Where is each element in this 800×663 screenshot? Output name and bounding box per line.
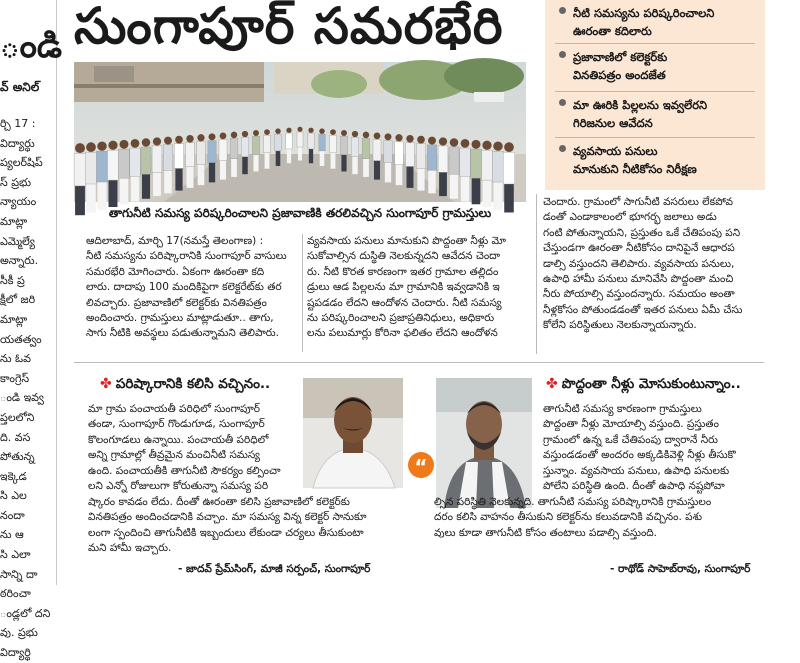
text-line: డ్రులు ఆడ పిల్లలను మా గ్రామానికి ఇవ్వడానికి ఇ — [307, 281, 500, 294]
page-headline: సుంగాపూర్ సమరభేరి — [74, 0, 504, 55]
text-line: వులు కూడా తాగునీటి కోసం తంటాలు పడాల్సి వస్తుంది. — [434, 526, 658, 539]
villager-figure — [264, 129, 271, 168]
text-line: నీళ్లకోసం పోతుండడంతో ఇతర పనులు ఏమీ చేసు — [543, 303, 743, 316]
villager-figure — [119, 140, 130, 204]
article-column-3 — [543, 195, 765, 355]
text-line: పోలేని పరిస్థితి ఉంది. దీంతో ఉపాధి నష్టపోవా — [543, 480, 725, 493]
villager-figure — [208, 133, 216, 182]
highlight-divider — [555, 43, 755, 44]
villager-figure — [362, 132, 370, 177]
left-text-line: ఇక్కెడ — [0, 469, 27, 483]
villager-figure — [230, 132, 238, 177]
left-text-line: ను ఆ — [0, 528, 24, 542]
text-line: చేస్తుండగా ఊరంతా నీటికోసం దానిపైనే ఆధారప — [543, 242, 735, 255]
portrait-photo-2 — [436, 378, 532, 508]
villager-figure — [438, 137, 448, 196]
villager-figure — [482, 141, 493, 207]
text-line: ఉంది. పంచాయతీకి తాగునీటి సౌకర్యం కల్పించా — [88, 464, 281, 477]
bullet-icon — [559, 99, 566, 106]
text-line: దరం కలిసి వాహనం తీసుకుని కలెక్టర్‌ను కలువడానికి వచ్చినం. పశు — [434, 511, 702, 524]
left-cut-column — [0, 0, 63, 660]
highlight-divider — [555, 137, 755, 138]
highlight-item — [559, 4, 714, 40]
left-text-line: సి ఎలా — [0, 548, 31, 562]
left-text-line: స్ ప్రభు — [0, 175, 32, 189]
text-line: సుకోవాల్సిన దుస్థితి నెలకున్నదని ఆవేదన చెందా — [307, 250, 501, 263]
text-line: లారు. దాదాపు 100 మందికిపైగా కలెక్టరేట్‌కు తర — [86, 281, 282, 294]
text-line: ఆదిలాబాద్, మార్చి 17(నమస్తే తెలంగాణ) : — [86, 235, 264, 247]
villager-figure — [174, 136, 183, 191]
section-right-signature: - రాథోడ్ సాహెబ్‌రావు, సుంగాపూర్ — [610, 563, 751, 575]
text-line: కోలేని పరిస్థితులు నెలకున్నాయన్నారు. — [543, 319, 697, 332]
left-text-line: వు. ప్రభు — [0, 626, 38, 640]
text-line: నీరు పోయాల్సి వస్తుందన్నారు. సమయం అంతా — [543, 288, 735, 301]
section-left-signature: - జాదవ్ ప్రేమ్‌సింగ్, మాజీ సర్పంచ్, సుంగాపూర్ — [178, 563, 371, 575]
highlight-item — [559, 96, 707, 132]
column-divider — [536, 194, 537, 354]
text-line: రు. నీటి కొరత కారణంగా ఇతర గ్రామాల తల్లిదం — [307, 265, 499, 278]
text-line: సాగు నీటికి అవస్థలు పడుతున్నామని తెలిపారు. — [86, 327, 279, 340]
article-column-2 — [307, 234, 531, 354]
left-text-line: ండ్లలో దని — [0, 606, 51, 620]
text-line: వస్తుండడంతో అందరం అక్కడికివెళ్లి నీళ్లు తీసుకొ — [543, 449, 736, 462]
left-text-line: సీకీ ప్ర — [0, 273, 25, 287]
left-text-line: ది. వస — [0, 430, 31, 444]
left-text-line: క్షీలో జరి — [0, 293, 36, 307]
villager-figure — [460, 139, 470, 202]
villager-figure — [395, 134, 404, 185]
villager-figure — [130, 139, 140, 202]
bullet-icon — [559, 145, 566, 152]
bullet-icon — [559, 51, 566, 58]
text-line: ఉపాధి హామీ పనులు మానివేసి పొద్దంతా మంచి — [543, 273, 734, 286]
text-line: లివచ్చారు. ప్రజావాణిలో కలెక్టర్‌కు వినతిపత్రం — [86, 296, 267, 309]
left-text-line: ండి ఇవ్వ — [0, 391, 44, 405]
text-line: వ్యవసాయ పనులు మానుకుని పొద్దంతా నీళ్లు మో — [307, 235, 507, 247]
portrait-photo-1 — [303, 378, 403, 488]
text-line: నీటి సమస్యను పరిష్కారానికి సుంగాపూర్ వాసులు — [86, 250, 287, 263]
highlight-line: వినతిపత్రం అందజేత — [573, 68, 666, 82]
text-line: డంతో ఎండాకాలంలో భూగర్భ జలాలు అడు — [543, 211, 717, 224]
left-byline: వ్ అనిల్ — [0, 80, 40, 94]
left-text-line: మాట్లా — [0, 312, 28, 326]
text-line: ష్టపడడం లేదని ఆందోళన చెందారు. నీటి సమస్య — [307, 296, 502, 309]
left-text-line: కాంగ్రెస్ — [0, 371, 30, 385]
text-line: స్తున్నాం. వ్యవసాయ పనులు, ఉపాధి పనులకు — [543, 464, 730, 477]
highlights-box — [545, 0, 765, 190]
villager-figure — [492, 141, 503, 209]
highlight-line: గిరిజనుల ఆవేదన — [573, 116, 653, 130]
text-line: లను పలుమార్లు కోరినా ఫలితం లేదని ఆందోళన — [307, 327, 498, 340]
villager-figure — [340, 130, 347, 171]
section-left-text-bottom — [88, 495, 398, 561]
villager-figure — [197, 134, 206, 185]
left-text-line: ప్యలర్‌షిప్ — [0, 156, 43, 170]
section-right-text-bottom — [434, 495, 766, 545]
text-line: ల్సిన పరిస్థితి నెలకున్నది. తాగునీటి సమస్య పరిష్కారానికి గ్రామస్తులం — [434, 496, 712, 508]
highlight-line: వ్యవసాయ పనులు — [573, 144, 658, 158]
text-line: తాగునీటి సమస్య కారణంగా గ్రామస్తులు — [543, 403, 702, 415]
villager-figure — [186, 135, 195, 188]
main-photo — [74, 62, 526, 202]
villager-figure — [152, 137, 162, 196]
highlight-divider — [555, 91, 755, 92]
left-headline: ండి — [0, 26, 63, 66]
villager-figure — [384, 133, 392, 182]
left-text-line: ప్తలలోని — [0, 410, 35, 424]
text-line: కొలంగూడలు ఉన్నాయి. పంచాయతీ పరిధిలో — [88, 433, 269, 446]
villager-figure — [503, 142, 515, 212]
text-line: అందించారు. గ్రామస్తులు మాట్లాడుతూ.. తాగు, — [86, 312, 274, 325]
villager-figure — [449, 138, 459, 199]
text-line: చెందారు. గ్రామంలో సాగునీటి వసరులు లేకపోవ — [543, 196, 733, 208]
left-text-line: విద్యార్థి — [0, 646, 31, 660]
highlight-line: ప్రజావాణిలో కలెక్టర్‌కు — [573, 50, 668, 64]
highlight-line: ఊరంతా కదిలారు — [573, 24, 652, 38]
section-right-title: ✤ పొద్దంతా నీళ్లు మోసుకుంటున్నాం.. — [546, 376, 741, 392]
left-text-lines — [0, 114, 50, 663]
text-line: గంటి పోతున్నాయని, ప్రస్తుతం ఒకే చేతిపంపు పని — [543, 226, 741, 239]
villager-figure — [108, 141, 119, 207]
column-divider — [302, 234, 303, 352]
text-line: మని హామీ ఇచ్చారు. — [88, 542, 172, 555]
section-left-text-top — [88, 402, 300, 498]
text-line: పొద్దంతా నీళ్లు మోయాల్సి వస్తుంది. ప్రస్తుతం — [543, 418, 719, 431]
text-line: ను పరిష్కరించాలని ప్రజాప్రతినిధులు, అధికారు — [307, 312, 495, 325]
highlight-item — [559, 48, 667, 84]
villager-figure — [74, 143, 86, 215]
left-text-line: సి ఎల — [0, 489, 27, 503]
article-column-1 — [86, 234, 298, 354]
text-line: గ్రామంలో ఉన్న ఒకే చేతిపంపు ద్వారానే నీరు — [543, 433, 718, 446]
villager-figure — [96, 141, 107, 209]
text-line: వినతిపత్రం అందించడానికి వచ్చాం. మా సమస్య విన్న కలెక్టర్ సానుకూ — [88, 511, 367, 524]
left-text-line: నందా — [0, 508, 25, 522]
section-divider — [74, 362, 764, 363]
text-line: తండా, సుంగాపూర్ గొండుగూడ, సుంగాపూర్ — [88, 418, 265, 431]
villager-figure — [141, 138, 151, 199]
villager-figure — [416, 136, 425, 191]
highlight-line: మా ఊరికి పిల్లలను ఇవ్వలేరని — [573, 98, 708, 112]
left-text-line: ఠరించా — [0, 587, 31, 601]
photo-caption: తాగునీటి సమస్య పరిష్కరించాలని ప్రజావాణికి తరలివచ్చిన సుంగాపూర్ గ్రామస్తులు — [108, 206, 492, 220]
star-icon: ✤ — [546, 376, 558, 392]
villager-figure — [219, 132, 227, 179]
text-line: లంగా స్పందించి తాగునీటికి ఇబ్బందులు లేకుండా చర్యలు తీసుకుంటా — [88, 526, 364, 539]
section-left-title: ✤ పరిష్కారానికి కలిసి వచ్చినం.. — [100, 376, 271, 392]
left-text-line: పోతున్న — [0, 450, 35, 464]
left-text-line: అన్నారు. — [0, 254, 39, 268]
villager-figure — [252, 130, 259, 171]
text-line: డాల్సి వస్తుందని తెలిపారు. వ్యవసాయ పనులు, — [543, 257, 735, 270]
left-text-line: మాట్లా — [0, 214, 28, 228]
quote-icon: “ — [408, 452, 434, 478]
villager-figure — [471, 140, 482, 204]
left-text-line: విద్యార్థు — [0, 136, 35, 150]
highlight-line: మానుకుని నీటికోసం నిరీక్షణ — [573, 162, 697, 176]
left-text-line: న్యాయం — [0, 195, 37, 209]
villager-figure — [163, 137, 173, 194]
left-text-line: యతత్వం — [0, 332, 42, 346]
highlight-line: నీటి సమస్యను పరిష్కరించాలని — [573, 6, 715, 20]
left-text-line: ఎమ్మెల్యే — [0, 234, 35, 248]
villager-figure — [241, 131, 248, 174]
villager-figure — [330, 129, 337, 168]
text-line: ష్కారం కావడం లేదు. దీంతో ఊరంతా కలిసి ప్రజావాణిలో కలెక్టర్‌కు — [88, 496, 350, 508]
section-right-text-top — [543, 402, 767, 498]
villager-figure — [85, 142, 97, 212]
left-text-line: ర్చి 17 : — [0, 117, 36, 130]
villager-figure — [406, 135, 415, 188]
star-icon: ✤ — [100, 376, 112, 392]
villager-figure — [373, 132, 381, 179]
highlight-item — [559, 142, 697, 178]
text-line: సమరభేరి మోగించారు. ఏకంగా ఊరంతా కది — [86, 265, 265, 278]
text-line: మా గ్రామ పంచాయతీ పరిధిలో సుంగాపూర్ — [88, 403, 260, 415]
left-text-line: ను ఓవ — [0, 352, 31, 366]
text-line: అన్ని గ్రామాల్లో తీవ్రమైన మంచినీటి సమస్య — [88, 449, 260, 462]
text-line: లని ఎన్నో రోజులుగా కోరుతున్నా సమస్య పరి — [88, 480, 269, 493]
villager-figure — [427, 137, 437, 194]
left-text-line: సాన్ని దా — [0, 567, 38, 581]
bullet-icon — [559, 7, 566, 14]
villager-figure — [351, 131, 358, 174]
